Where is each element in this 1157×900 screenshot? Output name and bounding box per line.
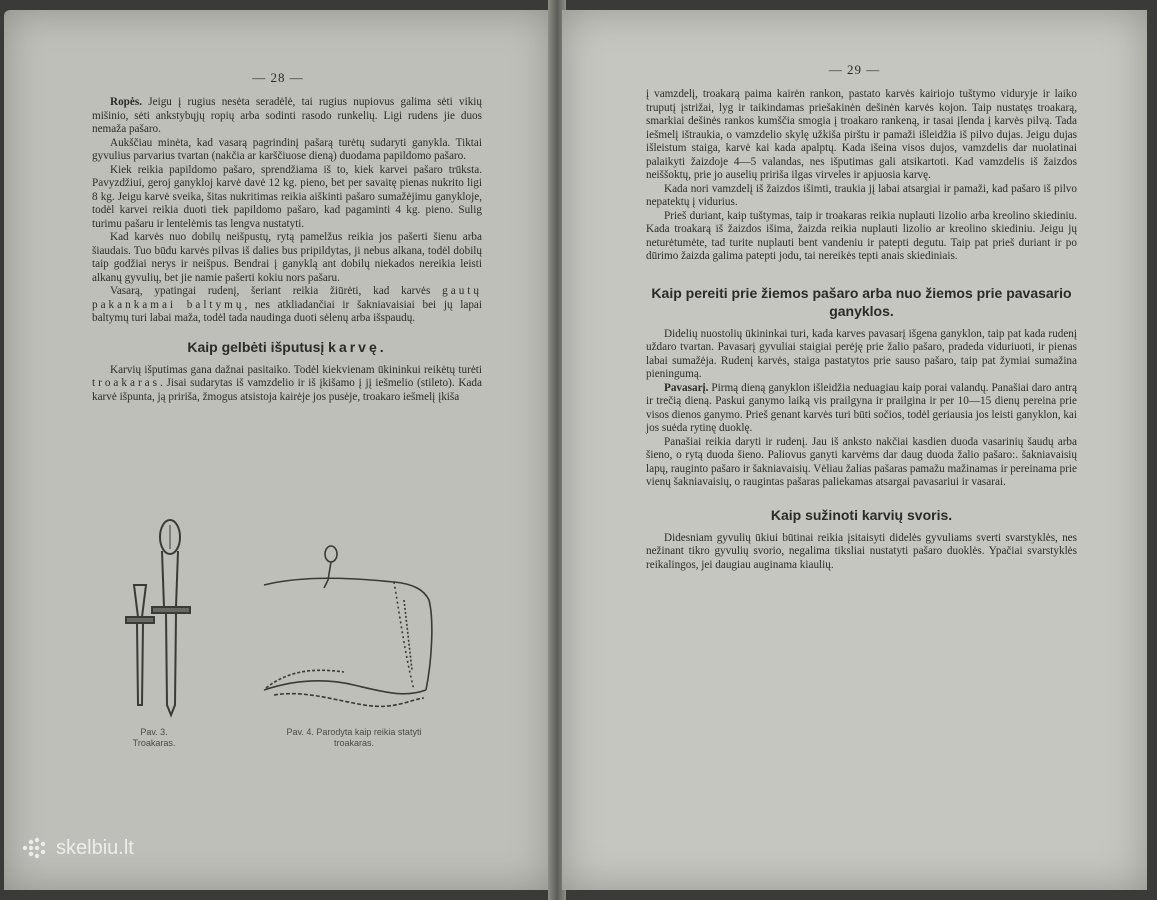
section-heading: Kaip pereiti prie žiemos pašaro arba nuo žiemos prie pavasario ganyklos.: [651, 284, 1072, 319]
troakar-illustration: [104, 515, 214, 725]
paragraph: Kada nori vamzdelį iš žaizdos išimti, traukia jį labai atsargiai ir pamaži, kad pašaro iš pilvo nepatektų į vidurius.: [646, 182, 1077, 208]
paragraph: Jeigu į rugius nesėta seradėlė, tai rugius nupiovus galima sėti vikių mišinio, sėti ankstybųjų ropių arba sodinti rasodo runkelių. Ligi rudens jie duos nemaža pašaro.: [92, 96, 482, 135]
troakar-placement-figure: [244, 540, 464, 755]
left-page: [4, 10, 552, 890]
paragraph-heading: Pavasarį.: [664, 381, 709, 394]
paragraph: Didesniam gyvulių ūkiui būtinai reikia įsitaisyti didelės gyvuliams svertі svarstyklės, nes nežinant tikro gyvulių svorio, negalima tiksliai nustatyti pašaro duoklės. Ypačiai svarstyklės reikalingos, jei daugiau auginama kiaulių.: [646, 531, 1077, 571]
paragraph: Kiek reikia papildomo pašaro, sprendžiama iš to, kiek karvei pašaro trūksta. Pavyzdžiui, geroj ganykloj karvė davė 12 kg. pieno, bet per savaitę pienas nukrito ligi 8 kg. Jeigu karvė sveika, šitas nukritimas reikia aiškinti pašaro sumažėjimu ganykloje, todėl karvei reikia duoti tiek papildomo pašaro, kad pagaminti 4 kg. pieno. Sulig turimu pašaru ir lentelėmis tas lengva nustatyti.: [92, 163, 482, 230]
paragraph: Vasarą, ypatingai rudenį, šeriant reikia žiūrėti, kad karvės: [110, 285, 443, 297]
page-number: — 29 —: [828, 62, 881, 77]
paragraph: Didelių nuostolių ūkininkai turi, kada karves pavasarį išgena ganyklon, taip pat kada rudenį uždaro tvartan. Pavasarį gyvuliai staigiai perėję prie žalio pašaro, pradeda viduriuoti, ir pienas labai sumažėja. Rudenį karvės, staiga pastatytos prie sauso pašaro, taip pat žymiai sumažina pieningumą.: [646, 327, 1077, 380]
watermark-text: skelbiu.lt: [56, 836, 134, 859]
paragraph: Prieš duriant, kaip tuštymas, taip ir troakaras reikia nuplauti lizolio arba kreolino skiediniu. Kada troakarą iš žaizdos išima, žaizda reikia nuplauti lizolio ar kreolino skiediniu. Jeigu jų neturėtumėte, tad turite nuplauti bent vandeniu ir patepti degutu. Taip pat prieš duriant ir po dūrimo žaizda galima patepti jodu, tai nereikės tepti anais skiediniais.: [646, 209, 1077, 262]
figures: [104, 515, 464, 765]
left-page-text: [92, 96, 482, 404]
section-heading: Kaip gelbėti išputusį karvę.: [187, 338, 387, 355]
paragraph: Karvių išputimas gana dažnai pasitaiko. Todėl kiekvienam ūkininkui reikėtų turėti: [110, 363, 482, 376]
paragraph: į vamzdelį, troakarą paima kairėn rankon, pastato karvės kairiojo tuštymo viduryje ir laiko truputį įstrižai, lyg ir taikindamas priešakinėn dešinėn karvės kojon. Taip nustatęs troakarą, smarkiai dešinės rankos kumščia smogia į troakaro rankeną, ir tasai įlenda į karvės pilvą. Tada iešmelį ištraukia, o vamzdelio skylę užkiša pirštu ir pamaži išleidžia iš pilvo dujas. Jeigu dujas išleistum staiga, karvė kai kada apalptų. Kada išeina visos dujos, vamzdelis dar nuolatinai palaikyti žaizdoje 4—5 valandas, nes išputimas gali atsikartoti. Kad vamzdelis iš žaizdos neiššoktų, prie jo auselių pririša ilgas virveles ir apjuosia karvę.: [646, 88, 1077, 181]
page-number: — 28 —: [252, 70, 304, 85]
emphasis-text: troakaras: [92, 377, 160, 389]
paragraph: . Jisai sudarytas iš vamzdelio ir iš įkišamo į jį iešmelio (stileto). Kada karvė išpunta, ją pririša, žmogus atsistoja kairėje jos pusėje, troakaro iešmelį įkiša: [92, 377, 482, 403]
paragraph: Panašiai reikia daryti ir rudenį. Jau iš anksto nakčiai kasdien duoda vasarinių šaudų arba šieno, o rytą duodа šieno. Paliovus ganyti karvėms dar daug duoda žalio pašaro:. šakniavaisių lapų, raugintо pašaro ir šakniavaisių. Vėliau žalias pašaras pamažu mažinamas ir pereinama prie vienų šakniavaisių, o raugintas pašaras paliekamas atsargai pavasariui ir vasarai.: [646, 435, 1077, 488]
right-page: [562, 10, 1147, 890]
paragraph: Kad karvės nuo dobilų neišpustų, rytą pamelžus reikia jos pašerti šienu arba šiaudais. Tuo būdu karvės pilvas iš dalies bus pripildytas, ji nebus alkana, todėl dobilų taip godžiai nerys ir neišpus. Bendrai į ganyklą ant dobilų niekados nereikia leisti alkanų gyvulių, bet jie namie pašerti kokiu nors pašaru.: [92, 231, 482, 284]
paragraph: Aukščiau minėta, kad vasarą pagrindinį pašarą turėtų sudaryti ganykla. Tiktai gyvulius parvarius tvartan (nakčia ar karščiuose dieną) duodama papildomo pašaro.: [92, 136, 482, 162]
paragraph-heading: Ropės.: [110, 96, 143, 108]
right-page-text: [646, 88, 1077, 572]
paragraph: Pirmą dieną ganyklon išleidžia neduagiau kaip porai valandų. Panašiai daro antrą ir trečią dieną. Paskui ganymo laiką vis prailgyna ir prailgina ir per 10—15 dienų pereina prie visos dienos ganymo. Prieš genant karvės turi būti sočios, todėl geriausia jos leisti ganyklon, kai jos suėda rytinę duoklę.: [646, 381, 1077, 434]
emphasis-text: gautų pakankamai baltymų: [92, 285, 482, 311]
cow-flank-illustration: [244, 540, 464, 720]
watermark: [20, 835, 134, 861]
section-heading: Kaip sužinoti karvių svoris.: [770, 506, 953, 523]
paragraph: , nes atkliadančiai ir šakniavaisiai bei jų lapai baltymų turi labai maža, todėl tada naudinga duoti sėlenų arba išspaudų.: [92, 298, 483, 324]
figure-caption: Pav. 4. Parodyta kaip reikia statyti troakaras.: [286, 727, 422, 748]
troakar-figure: [104, 515, 214, 755]
figure-caption: Pav. 3. Troakaras.: [132, 727, 176, 748]
watermark-logo-icon: [20, 835, 50, 861]
